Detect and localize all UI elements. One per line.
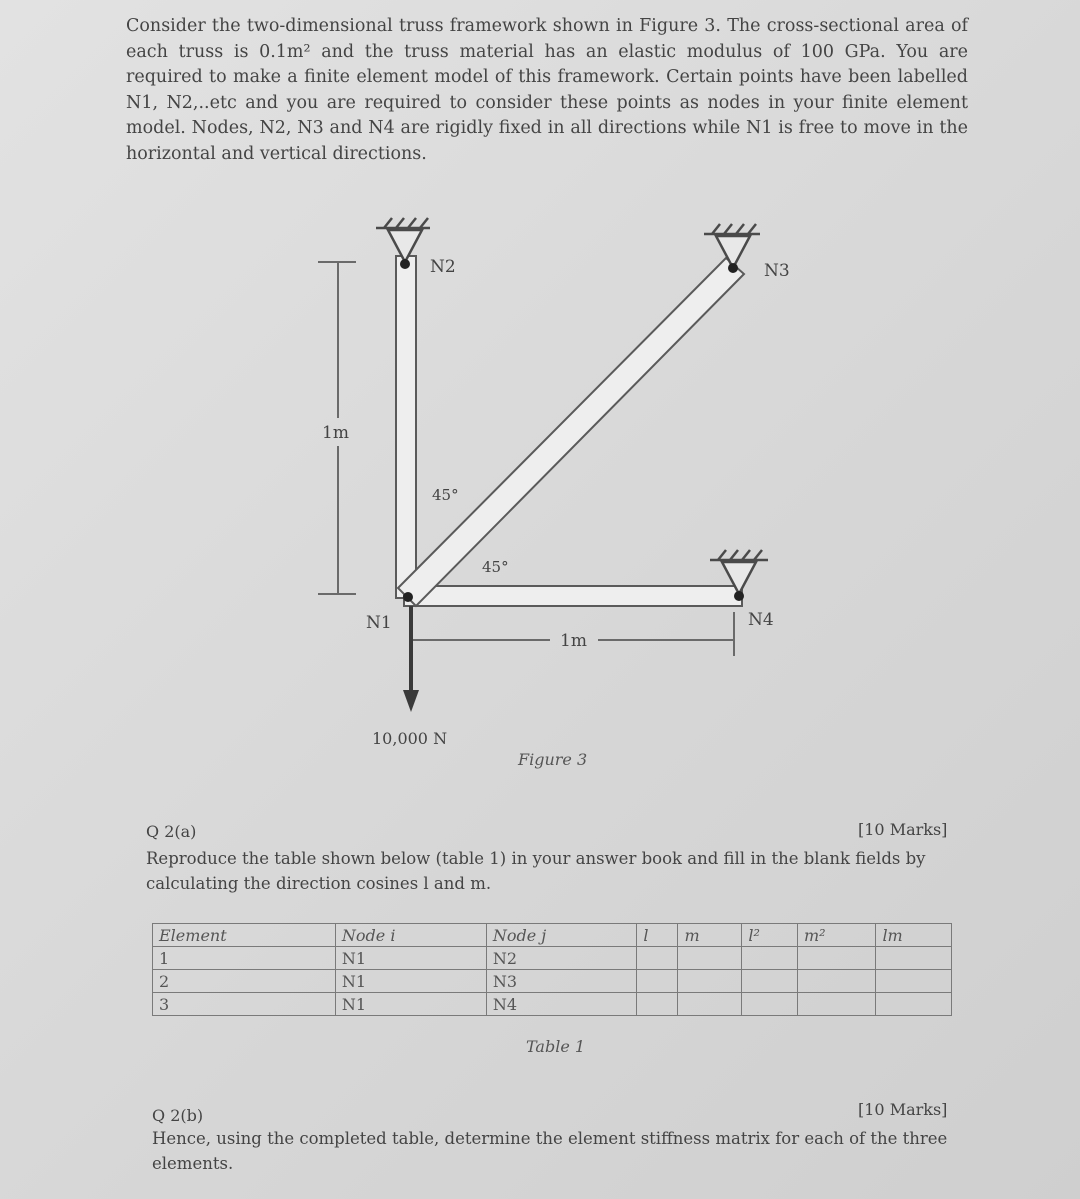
cell-m xyxy=(678,947,742,970)
q2b-text: Hence, using the completed table, determine the element stiffness matrix for each of the three elements. xyxy=(152,1129,948,1173)
node-n3-pin xyxy=(728,263,738,273)
header-node-j: Node j xyxy=(486,924,637,947)
table-caption: Table 1 xyxy=(526,1037,586,1056)
q2a-text: Reproduce the table shown below (table 1) in your answer book and fill in the blank fields by calculating the direction cosines l and m. xyxy=(146,849,926,893)
load-arrow xyxy=(403,606,419,712)
cell-element: 1 xyxy=(153,947,336,970)
cell-element: 2 xyxy=(153,970,336,993)
support-n2 xyxy=(376,218,430,262)
cell-node-j: N3 xyxy=(486,970,637,993)
node-n1-pin xyxy=(403,592,413,602)
cell-l xyxy=(637,993,678,1016)
cell-node-i: N1 xyxy=(335,947,486,970)
cell-element: 3 xyxy=(153,993,336,1016)
table-row xyxy=(153,947,952,970)
node-label-n1: N1 xyxy=(366,613,392,633)
header-element: Element xyxy=(153,924,336,947)
header-node-i: Node i xyxy=(335,924,486,947)
node-label-n4: N4 xyxy=(748,610,774,630)
horizontal-dimension-label: 1m xyxy=(560,631,587,651)
header-l-squared: l² xyxy=(742,924,798,947)
cell-node-j: N2 xyxy=(486,947,637,970)
cell-l xyxy=(637,947,678,970)
header-lm: lm xyxy=(876,924,952,947)
cell-l-squared xyxy=(742,970,798,993)
cell-l xyxy=(637,970,678,993)
node-n2-pin xyxy=(400,259,410,269)
figure-caption: Figure 3 xyxy=(518,750,588,769)
table-row xyxy=(153,970,952,993)
cell-m-squared xyxy=(797,970,875,993)
cell-node-j: N4 xyxy=(486,993,637,1016)
header-l: l xyxy=(637,924,678,947)
angle-label-lower: 45° xyxy=(482,558,509,576)
cell-m-squared xyxy=(797,947,875,970)
member-2-diagonal xyxy=(398,258,744,606)
angle-label-upper: 45° xyxy=(432,486,459,504)
node-n4-pin xyxy=(734,591,744,601)
cell-m xyxy=(678,993,742,1016)
table-1 xyxy=(152,923,952,1016)
cell-l-squared xyxy=(742,993,798,1016)
table-header-row xyxy=(153,924,952,947)
cell-node-i: N1 xyxy=(335,993,486,1016)
q2a-marks: [10 Marks] xyxy=(858,820,948,839)
header-m: m xyxy=(678,924,742,947)
cell-node-i: N1 xyxy=(335,970,486,993)
cell-lm xyxy=(876,947,952,970)
load-label: 10,000 N xyxy=(372,729,448,748)
cell-lm xyxy=(876,970,952,993)
member-3-horizontal xyxy=(404,586,742,606)
intro-paragraph: Consider the two-dimensional truss framework shown in Figure 3. The cross-sectional area of each truss is 0.1m² and the truss material has an elastic modulus of 100 GPa. You are required to make a finite element model of this framework. Certain points have been labelled N1, N2,..etc and you are required to consider these points as nodes in your finite element model. Nodes, N2, N3 and N4 are rigidly fixed in all directions while N1 is free to move in the horizontal and vertical directions. xyxy=(126,16,968,164)
cell-m-squared xyxy=(797,993,875,1016)
node-label-n3: N3 xyxy=(764,261,790,281)
table-row xyxy=(153,993,952,1016)
node-label-n2: N2 xyxy=(430,257,456,277)
vertical-dimension-label: 1m xyxy=(322,423,349,443)
member-1-vertical xyxy=(396,256,416,598)
support-n3 xyxy=(704,224,760,268)
q2a-label: Q 2(a) xyxy=(146,822,197,841)
cell-lm xyxy=(876,993,952,1016)
q2b-label: Q 2(b) xyxy=(152,1106,204,1125)
header-m-squared: m² xyxy=(797,924,875,947)
cell-l-squared xyxy=(742,947,798,970)
cell-m xyxy=(678,970,742,993)
q2b-marks: [10 Marks] xyxy=(858,1100,948,1119)
